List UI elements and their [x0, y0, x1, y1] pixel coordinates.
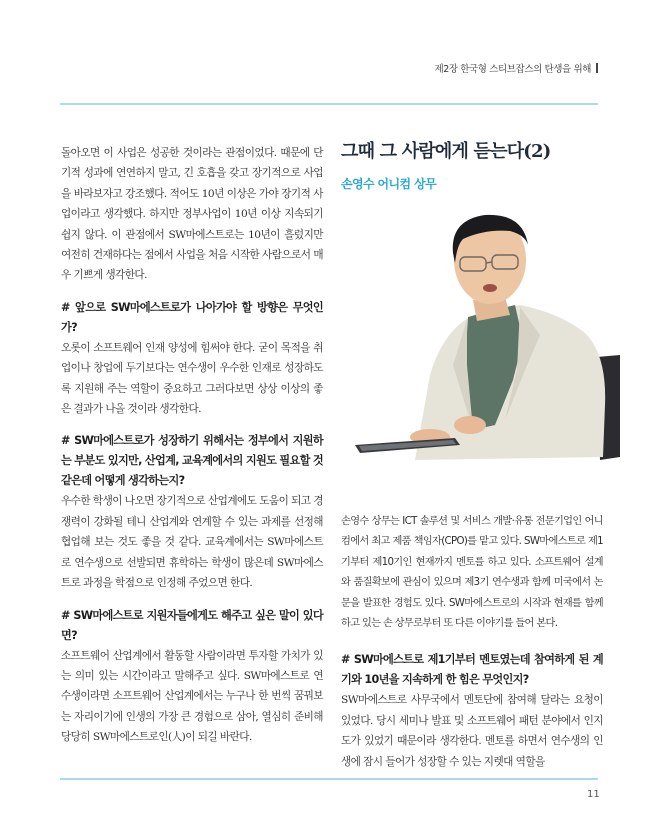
interviewee-name: 손영수 어니컴 상무 — [341, 177, 437, 191]
question-heading: # SW마에스트로 지원자들에게도 해주고 싶은 말이 있다면? — [61, 608, 323, 642]
answer-paragraph: 우수한 학생이 나오면 장기적으로 산업계에도 도움이 되고 경쟁력이 강화될 테니 산업계와 연계할 수 있는 과제를 선정해 협업해 보는 것도 좋을 것 같다. 교육계에서는 SW마에스트로 연수생으로 선발되면 휴학하는 학생이 많은데 SW마에스트로 과정을 학점으로 인정해 주었으면 한다. — [61, 495, 323, 590]
interviewee-intro: 손영수 상무는 ICT 솔루션 및 서비스 개발·유통 전문기업인 어니컴에서 최고 제품 책임자(CPO)를 맡고 있다. SW마에스트로 제1기부터 제10기인 현재까지 멘토를 하고 있다. 소프트웨어 설계와 품질확보에 관심이 있으며 제3기 연수생과 함께 미국에서 논문을 발표한 경험도 있다. SW마에스트로의 시작과 현재를 함께하고 있는 손 상무로부터 또 다른 이야기를 들어 본다. — [341, 516, 603, 630]
answer-paragraph: 소프트웨어 산업계에서 활동할 사람이라면 투자할 가치가 있는 의미 있는 시간이라고 말해주고 싶다. SW마에스트로 연수생이라면 소프트웨어 산업계에서는 누구나 한 번씩 꿈꿔보는 자리이기에 인생의 가장 큰 경험으로 삼아, 열심히 준비해 당당히 SW마에스트로인(人)이 되길 바란다. — [61, 649, 323, 744]
running-head-bar — [596, 63, 598, 73]
answer-paragraph: 오롯이 소프트웨어 인재 양성에 힘써야 한다. 굳이 목적을 취업이나 창업에 두기보다는 연수생이 우수한 인재로 성장하도록 지원해 주는 역할이 중요하고 그러다보면 상상 이상의 좋은 결과가 나올 것이라 생각한다. — [61, 341, 323, 416]
running-head — [434, 61, 598, 75]
photo-illustration — [345, 205, 620, 505]
right-column — [341, 512, 603, 772]
intro-paragraph: 돌아오면 이 사업은 성공한 것이라는 관점이었다. 때문에 단기적 성과에 연연하지 말고, 긴 호흡을 갖고 장기적으로 사업을 바라보자고 강조했다. 적어도 10년 이상은 가야 장기적 사업이라고 생각했다. 하지만 정부사업이 10년 이상 지속되기 쉽지 않다. 이 관점에서 SW마에스트로는 10년이 흘렀지만 여전히 건재하다는 점에서 사업을 처음 시작한 사람으로서 매우 기쁘게 생각한다. — [61, 147, 323, 282]
page-number: 11 — [587, 789, 600, 800]
question-heading: # 앞으로 SW마에스트로가 나아가야 할 방향은 무엇인가? — [61, 300, 323, 334]
article-title: 그때 그 사람에게 듣는다(2) — [341, 141, 551, 162]
running-head-text: 제2장 한국형 스티브잡스의 탄생을 위해 — [434, 64, 591, 75]
question-heading: # SW마에스트로가 성장하기 위해서는 정부에서 지원하는 부분도 있지만, 산업계, 교육계에서의 지원도 필요할 것 같은데 어떻게 생각하는지? — [61, 434, 323, 488]
answer-paragraph: SW마에스트로 사무국에서 멘토단에 참여해 달라는 요청이 있었다. 당시 세미나 발표 및 소프트웨어 패턴 분야에서 인지도가 있었기 때문이라 생각한다. 멘토를 하면서 연수생의 인생에 잠시 들어가 성장할 수 있는 지렛대 역할을 — [341, 694, 603, 768]
top-divider — [60, 103, 598, 105]
bottom-divider — [60, 778, 598, 780]
left-column — [61, 143, 323, 748]
question-heading: # SW마에스트로 제1기부터 멘토였는데 참여하게 된 계기와 10년을 지속하게 한 힘은 무엇인지? — [341, 653, 603, 687]
interviewee-photo — [345, 205, 620, 505]
